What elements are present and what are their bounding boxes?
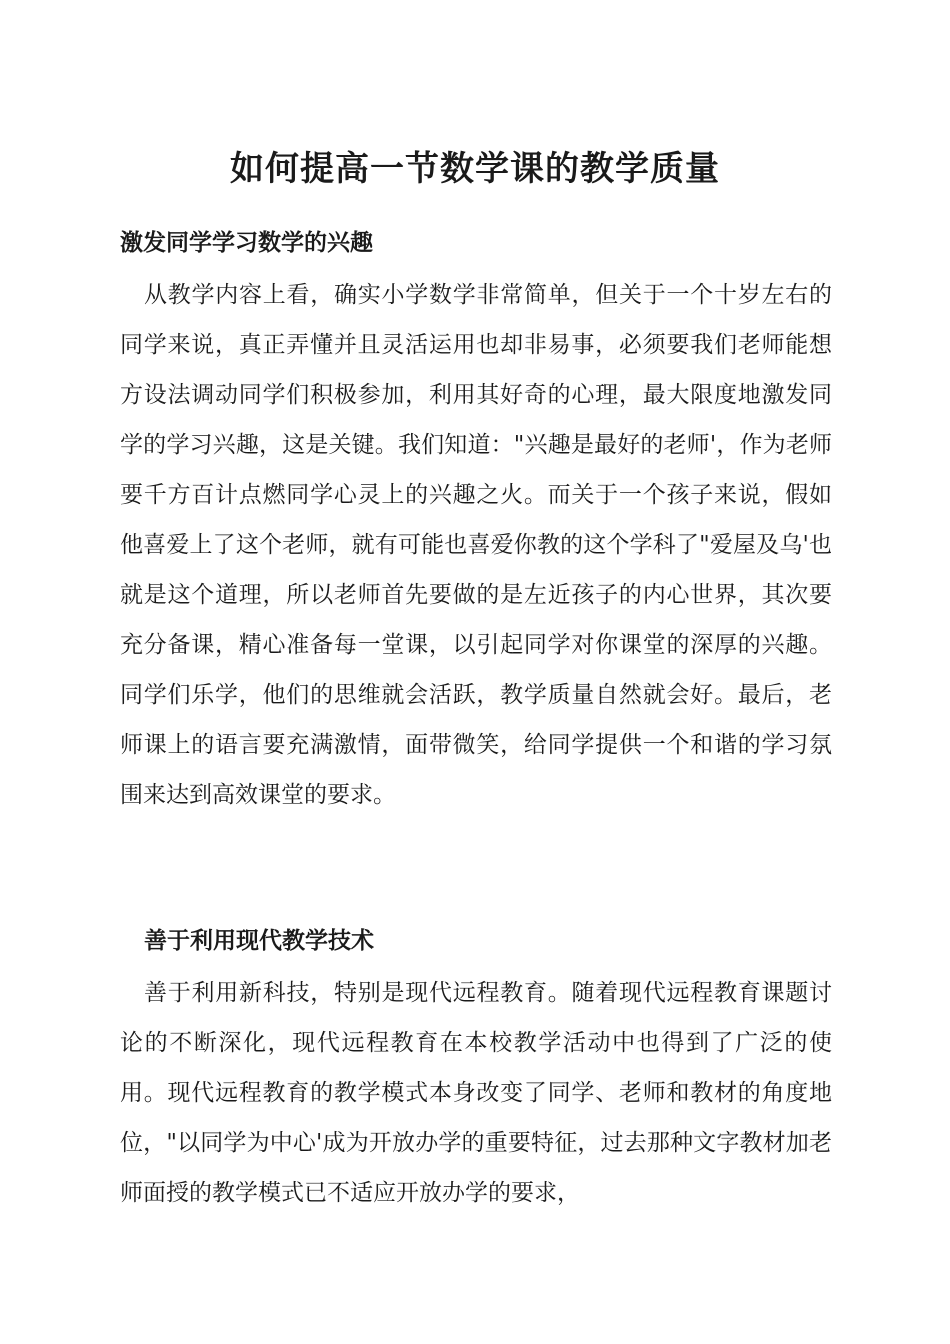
section-heading-interest: 激发同学学习数学的兴趣 xyxy=(120,229,373,256)
section-body-interest: 从教学内容上看，确实小学数学非常简单，但关于一个十岁左右的同学来说，真正弄懂并且灵活运用也却非易事，必须要我们老师能想方设法调动同学们积极参加，利用其好奇的心理，最大限度地激发同学的学习兴趣，这是关键。我们知道："兴趣是最好的老师'，作为老师要千方百计点燃同学心灵上的兴趣之火。而关于一个孩子来说，假如他喜爱上了这个老师，就有可能也喜爱你教的这个学科了"爱屋及乌'也就是这个道理，所以老师首先要做的是左近孩子的内心世界，其次要充分备课，精心准备每一堂课，以引起同学对你课堂的深厚的兴趣。同学们乐学，他们的思维就会活跃，教学质量自然就会好。最后，老师课上的语言要充满激情，面带微笑，给同学提供一个和谐的学习氛围来达到高效课堂的要求。 xyxy=(120,282,832,808)
document-title: 如何提高一节数学课的教学质量 xyxy=(230,149,720,189)
section-body-technology: 善于利用新科技，特别是现代远程教育。随着现代远程教育课题讨论的不断深化，现代远程教育在本校教学活动中也得到了广泛的使用。现代远程教育的教学模式本身改变了同学、老师和教材的角度地位，"以同学为中心'成为开放办学的重要特征，过去那种文字教材加老师面授的教学模式已不适应开放办学的要求， xyxy=(120,980,832,1206)
section-heading-technology: 善于利用现代教学技术 xyxy=(144,927,374,954)
